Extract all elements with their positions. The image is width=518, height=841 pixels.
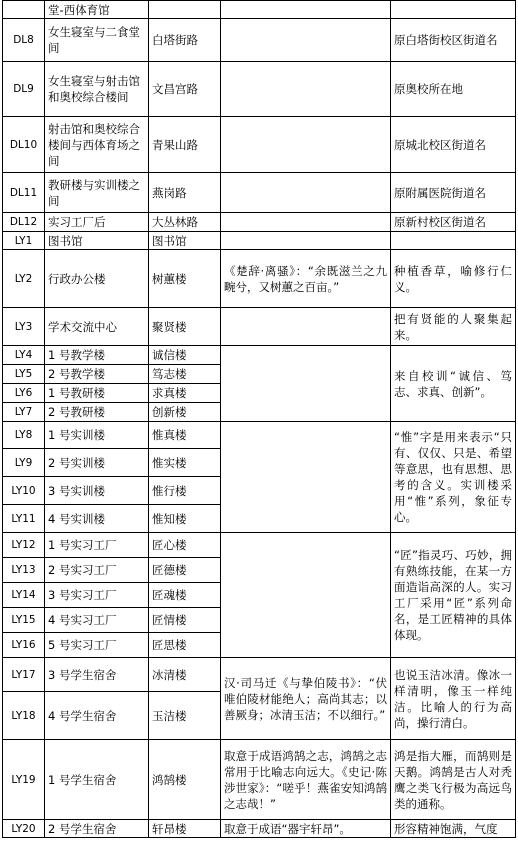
- cell-road: 匠思楼: [149, 633, 221, 658]
- cell-name: 2 号教学楼: [45, 365, 149, 384]
- cell-source: [221, 533, 391, 658]
- cell-name: 3 号实习工厂: [45, 583, 149, 608]
- cell-name: 射击馆和奥校综合楼间与西体育场之间: [45, 117, 149, 173]
- cell-source: [221, 19, 391, 62]
- cell-road: 求真楼: [149, 384, 221, 403]
- cell-name: 实习工厂后: [45, 213, 149, 232]
- cell-road: 燕岗路: [149, 173, 221, 213]
- cell-name: 3 号实训楼: [45, 477, 149, 505]
- table-row: [3, 213, 516, 232]
- cell-road: 惟知楼: [149, 505, 221, 533]
- cell-code: LY15: [3, 608, 45, 633]
- cell-road: 冰清楼: [149, 658, 221, 692]
- cell-meaning: 原附属医院街道名: [391, 173, 516, 213]
- cell-meaning: [391, 232, 516, 250]
- cell-meaning: 也说玉洁冰清。像冰一样清明，像玉一样纯洁。比喻人的行为高尚，操行清白。: [391, 658, 516, 740]
- cell-source: [221, 213, 391, 232]
- cell-meaning: 形容精神饱满，气度: [391, 820, 516, 838]
- cell-code: LY11: [3, 505, 45, 533]
- cell-meaning: “惟”字是用来表示“只有、仅仅、只是、希望等意思，也有思想、思考的含义。实训楼采用“惟”系列，象征专心。: [391, 422, 516, 533]
- cell-road: 轩昂楼: [149, 820, 221, 838]
- cell-name: 图书馆: [45, 232, 149, 250]
- cell-meaning: 原奥校所在地: [391, 62, 516, 117]
- cell-road: 匠心楼: [149, 533, 221, 558]
- cell-name: 1 号实习工厂: [45, 533, 149, 558]
- cell-source: [221, 62, 391, 117]
- cell-road: 惟行楼: [149, 477, 221, 505]
- cell-name: 1 号教研楼: [45, 384, 149, 403]
- cell-road: 树蕙楼: [149, 250, 221, 308]
- cell-code: LY14: [3, 583, 45, 608]
- cell-code: LY4: [3, 346, 45, 365]
- table-row: [3, 19, 516, 62]
- cell-road: 聚贤楼: [149, 308, 221, 346]
- cell-road: 笃志楼: [149, 365, 221, 384]
- cell-code: LY18: [3, 692, 45, 740]
- table-row: [3, 117, 516, 173]
- cell-meaning: “匠”指灵巧、巧妙，拥有熟练技能，在某一方面造诣高深的人。实习工厂采用“匠”系列命名，是工匠精神的具体体现。: [391, 533, 516, 658]
- cell-road: [149, 1, 221, 19]
- cell-meaning: [391, 1, 516, 19]
- cell-code: [3, 1, 45, 19]
- cell-meaning: 原城北校区街道名: [391, 117, 516, 173]
- cell-source: [221, 173, 391, 213]
- cell-code: LY7: [3, 403, 45, 422]
- cell-road: 白塔街路: [149, 19, 221, 62]
- cell-name: 堂-西体育馆: [45, 1, 149, 19]
- cell-code: LY1: [3, 232, 45, 250]
- cell-code: DL8: [3, 19, 45, 62]
- cell-name: 行政办公楼: [45, 250, 149, 308]
- cell-name: 5 号实习工厂: [45, 633, 149, 658]
- table-row: [3, 658, 516, 692]
- cell-meaning: 把有贤能的人聚集起来。: [391, 308, 516, 346]
- cell-code: DL10: [3, 117, 45, 173]
- cell-code: LY10: [3, 477, 45, 505]
- cell-code: LY20: [3, 820, 45, 838]
- cell-name: 4 号实习工厂: [45, 608, 149, 633]
- cell-code: LY2: [3, 250, 45, 308]
- cell-road: 大丛林路: [149, 213, 221, 232]
- table-row: [3, 533, 516, 558]
- table-row: [3, 232, 516, 250]
- cell-meaning: 原白塔街校区街道名: [391, 19, 516, 62]
- cell-road: 诚信楼: [149, 346, 221, 365]
- cell-source: 汉·司马迁《与挚伯陵书》：“伏唯伯陵材能绝人；高尚其志；以善厥身；冰清玉洁；不以细行。”: [221, 658, 391, 740]
- cell-name: 女生寝室与射击馆和奥校综合楼间: [45, 62, 149, 117]
- table-row: [3, 173, 516, 213]
- cell-code: LY6: [3, 384, 45, 403]
- cell-code: LY12: [3, 533, 45, 558]
- cell-name: 1 号教学楼: [45, 346, 149, 365]
- cell-code: DL9: [3, 62, 45, 117]
- cell-code: DL11: [3, 173, 45, 213]
- cell-code: LY3: [3, 308, 45, 346]
- cell-name: 2 号学生宿舍: [45, 820, 149, 838]
- naming-table: [2, 0, 516, 838]
- cell-code: LY8: [3, 422, 45, 449]
- cell-name: 1 号实训楼: [45, 422, 149, 449]
- table-row: [3, 820, 516, 838]
- cell-meaning: 来自校训“诚信、笃志、求真、创新”。: [391, 346, 516, 422]
- cell-source: [221, 117, 391, 173]
- cell-name: 女生寝室与二食堂间: [45, 19, 149, 62]
- cell-code: LY16: [3, 633, 45, 658]
- cell-road: 匠魂楼: [149, 583, 221, 608]
- cell-road: 匠德楼: [149, 558, 221, 583]
- table-row: [3, 422, 516, 449]
- cell-road: 青果山路: [149, 117, 221, 173]
- cell-source: 《楚辞·离骚》：“余既滋兰之九畹兮，又树蕙之百亩。”: [221, 250, 391, 308]
- cell-code: LY19: [3, 740, 45, 820]
- cell-road: 匠情楼: [149, 608, 221, 633]
- cell-name: 教研楼与实训楼之间: [45, 173, 149, 213]
- cell-name: 4 号学生宿舍: [45, 692, 149, 740]
- cell-code: LY13: [3, 558, 45, 583]
- table-row: [3, 250, 516, 308]
- cell-source: [221, 232, 391, 250]
- cell-code: LY5: [3, 365, 45, 384]
- cell-name: 4 号实训楼: [45, 505, 149, 533]
- cell-source: [221, 308, 391, 346]
- cell-name: 2 号实习工厂: [45, 558, 149, 583]
- cell-road: 惟真楼: [149, 422, 221, 449]
- cell-road: 玉洁楼: [149, 692, 221, 740]
- cell-name: 1 号学生宿舍: [45, 740, 149, 820]
- cell-name: 学术交流中心: [45, 308, 149, 346]
- table-row: [3, 346, 516, 365]
- table-row: [3, 62, 516, 117]
- table-row: [3, 1, 516, 19]
- cell-meaning: 鸿是指大雁，而鹄则是天鹅。鸿鹄是古人对秃鹰之类飞行极为高远鸟类的通称。: [391, 740, 516, 820]
- cell-name: 2 号教研楼: [45, 403, 149, 422]
- table-row: [3, 740, 516, 820]
- cell-source: 取意于成语“器宇轩昂”。: [221, 820, 391, 838]
- cell-road: 鸿鹄楼: [149, 740, 221, 820]
- cell-source: [221, 422, 391, 533]
- cell-code: LY9: [3, 449, 45, 477]
- cell-source: [221, 1, 391, 19]
- cell-code: LY17: [3, 658, 45, 692]
- cell-road: 文昌宫路: [149, 62, 221, 117]
- table-row: [3, 308, 516, 346]
- cell-meaning: 原新村校区街道名: [391, 213, 516, 232]
- cell-code: DL12: [3, 213, 45, 232]
- cell-name: 2 号实训楼: [45, 449, 149, 477]
- cell-name: 3 号学生宿舍: [45, 658, 149, 692]
- cell-source: 取意于成语鸿鹄之志，鸿鹄之志常用于比喻志向远大。《史记·陈涉世家》：“嗟乎！燕雀安知鸿鹄之志哉！”: [221, 740, 391, 820]
- cell-road: 创新楼: [149, 403, 221, 422]
- cell-road: 图书馆: [149, 232, 221, 250]
- cell-meaning: 种植香草，喻修行仁义。: [391, 250, 516, 308]
- cell-source: [221, 346, 391, 422]
- cell-road: 惟实楼: [149, 449, 221, 477]
